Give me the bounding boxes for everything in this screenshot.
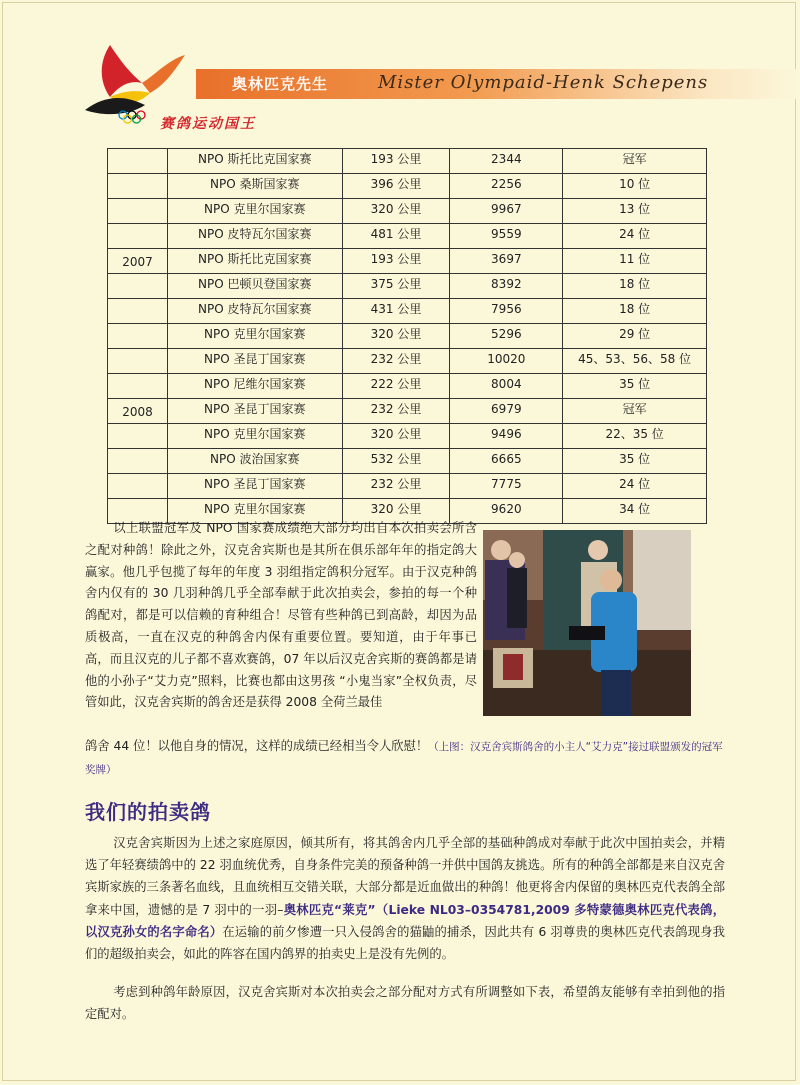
article-paragraph-3: [85, 981, 725, 1025]
table-cell-distance: 320 公里: [342, 324, 450, 349]
table-cell-birds: 8004: [450, 374, 563, 399]
table-cell-year: [108, 324, 168, 349]
table-cell-place: 11 位: [563, 249, 707, 274]
table-cell-distance: 481 公里: [342, 224, 450, 249]
table-cell-place: 18 位: [563, 274, 707, 299]
table-cell-birds: 9620: [450, 499, 563, 524]
table-row: [108, 149, 707, 174]
table-cell-birds: 8392: [450, 274, 563, 299]
table-cell-year: [108, 199, 168, 224]
table-cell-year: [108, 449, 168, 474]
table-row: [108, 449, 707, 474]
table-cell-birds: 9559: [450, 224, 563, 249]
table-cell-year: 2007: [108, 249, 168, 274]
table-cell-birds: 6665: [450, 449, 563, 474]
table-cell-place: 34 位: [563, 499, 707, 524]
table-cell-race: NPO 皮特瓦尔国家赛: [167, 224, 342, 249]
table-cell-birds: 2344: [450, 149, 563, 174]
article-paragraph-1-tail: [85, 736, 725, 782]
table-cell-distance: 232 公里: [342, 349, 450, 374]
table-cell-birds: 9496: [450, 424, 563, 449]
table-cell-place: 22、35 位: [563, 424, 707, 449]
table-cell-distance: 320 公里: [342, 199, 450, 224]
table-cell-race: NPO 斯托比克国家赛: [167, 249, 342, 274]
table-row: [108, 224, 707, 249]
table-row: [108, 399, 707, 424]
table-cell-race: NPO 皮特瓦尔国家赛: [167, 299, 342, 324]
table-cell-birds: 10020: [450, 349, 563, 374]
table-cell-race: NPO 克里尔国家赛: [167, 499, 342, 524]
paragraph-1-text: 以上联盟冠军及 NPO 国家赛成绩绝大部分均出自本次拍卖会所含之配对种鸽！除此之外，汉克舍宾斯也是其所在俱乐部年年的指定鸽大赢家。他几乎包揽了每年的年度 3 羽组指定鸽积分冠军。由于汉克种鸽舍内仅有的 30 几羽种鸽几乎全部奉献于此次拍卖会，参拍的每一个种鸽配对，都是可以信赖的育种组合！尽管有些种鸽已到高龄，却因为品质极高，一直在汉克的种鸽舍内保有重要位置。要知道，由于年事已高，而且汉克的儿子都不喜欢赛鸽，07 年以后汉克舍宾斯的赛鸽都是请他的小孙子“艾力克”照料，比赛也都由这男孩 “小鬼当家”全权负责，尽管如此，汉克舍宾斯的鸽舍还是获得 2008 全荷兰最佳: [85, 521, 477, 710]
table-cell-distance: 375 公里: [342, 274, 450, 299]
table-cell-place: 13 位: [563, 199, 707, 224]
table-cell-birds: 7956: [450, 299, 563, 324]
header-slogan: 赛鸽运动国王: [160, 116, 256, 132]
table-cell-place: 18 位: [563, 299, 707, 324]
award-photo: [483, 530, 691, 716]
table-cell-race: NPO 波治国家赛: [167, 449, 342, 474]
table-cell-race: NPO 圣昆丁国家赛: [167, 399, 342, 424]
table-cell-race: NPO 尼维尔国家赛: [167, 374, 342, 399]
table-cell-distance: 532 公里: [342, 449, 450, 474]
table-cell-year: [108, 299, 168, 324]
table-cell-race: NPO 巴顿贝登国家赛: [167, 274, 342, 299]
table-cell-distance: 320 公里: [342, 499, 450, 524]
table-cell-place: 冠军: [563, 399, 707, 424]
table-row: [108, 174, 707, 199]
article-paragraph-2: [85, 832, 725, 965]
table-cell-birds: 3697: [450, 249, 563, 274]
table-cell-distance: 193 公里: [342, 249, 450, 274]
paragraph-2-text-b: 在运输的前夕惨遭一只入侵鸽舍的猫鼬的捕杀，因此共有 6 羽尊贵的奥林匹克代表鸽现身我们的超级拍卖会，如此的阵容在国内鸽界的拍卖史上是没有先例的。: [85, 924, 725, 962]
table-cell-place: 24 位: [563, 474, 707, 499]
table-row: [108, 474, 707, 499]
table-cell-race: NPO 桑斯国家赛: [167, 174, 342, 199]
table-cell-distance: 320 公里: [342, 424, 450, 449]
header-title: 奥林匹克先生: [232, 75, 329, 93]
table-cell-race: NPO 斯托比克国家赛: [167, 149, 342, 174]
table-cell-distance: 232 公里: [342, 474, 450, 499]
table-cell-birds: 2256: [450, 174, 563, 199]
table-cell-year: [108, 224, 168, 249]
table-row: [108, 324, 707, 349]
paragraph-3-text: 考虑到种鸽年龄原因，汉克舍宾斯对本次拍卖会之部分配对方式有所调整如下表，希望鸽友能够有幸拍到他的指定配对。: [85, 985, 725, 1022]
section-title: 我们的拍卖鸽: [85, 800, 211, 824]
table-cell-place: 冠军: [563, 149, 707, 174]
paragraph-2-highlight: 奥林匹克“莱克”（Lieke NL03–0354781,2009 多特蒙德奥林匹克代表鸽，以汉克孙女的名字命名）: [85, 902, 726, 939]
article-paragraph-1: [85, 518, 477, 714]
table-row: [108, 299, 707, 324]
table-cell-distance: 222 公里: [342, 374, 450, 399]
table-cell-distance: 193 公里: [342, 149, 450, 174]
table-cell-birds: 7775: [450, 474, 563, 499]
header-subtitle: Mister Olympaid-Henk Schepens: [378, 72, 709, 93]
table-cell-race: NPO 圣昆丁国家赛: [167, 349, 342, 374]
table-cell-distance: 232 公里: [342, 399, 450, 424]
table-cell-place: 35 位: [563, 374, 707, 399]
table-cell-year: [108, 474, 168, 499]
table-cell-birds: 5296: [450, 324, 563, 349]
table-row: [108, 199, 707, 224]
table-cell-year: 2008: [108, 399, 168, 424]
table-cell-race: NPO 克里尔国家赛: [167, 424, 342, 449]
table-cell-place: 45、53、56、58 位: [563, 349, 707, 374]
table-cell-place: 24 位: [563, 224, 707, 249]
table-row: [108, 424, 707, 449]
table-cell-place: 29 位: [563, 324, 707, 349]
table-cell-distance: 431 公里: [342, 299, 450, 324]
table-cell-year: [108, 349, 168, 374]
table-cell-year: [108, 424, 168, 449]
table-cell-birds: 6979: [450, 399, 563, 424]
table-row: [108, 374, 707, 399]
table-cell-distance: 396 公里: [342, 174, 450, 199]
table-row: [108, 274, 707, 299]
paragraph-2-text-a: 汉克舍宾斯因为上述之家庭原因，倾其所有，将其鸽舍内几乎全部的基础种鸽成对奉献于此次中国拍卖会，并精选了年轻赛绩鸽中的 22 羽血统优秀，自身条件完美的预备种鸽一并供中国鸽友挑选。所有的种鸽全部都是来自汉克舍宾斯家族的三条著名血线，且血统相互交错关联，大部分都是近血做出的种鸽！他更将舍内保留的奥林匹克代表鸽全部拿来中国，遗憾的是 7 羽中的一羽–: [85, 836, 725, 917]
table-cell-year: [108, 149, 168, 174]
table-cell-place: 10 位: [563, 174, 707, 199]
table-cell-race: NPO 克里尔国家赛: [167, 199, 342, 224]
table-cell-year: [108, 174, 168, 199]
results-table: [107, 148, 707, 524]
table-cell-year: [108, 274, 168, 299]
table-cell-birds: 9967: [450, 199, 563, 224]
table-row: [108, 349, 707, 374]
paragraph-1-tail-text: 鸽舍 44 位！以他自身的情况，这样的成绩已经相当令人欣慰！: [85, 739, 429, 753]
table-row: [108, 249, 707, 274]
table-cell-race: NPO 圣昆丁国家赛: [167, 474, 342, 499]
table-cell-place: 35 位: [563, 449, 707, 474]
table-cell-year: [108, 374, 168, 399]
photo-caption: （上图：汉克舍宾斯鸽舍的小主人“艾力克”接过联盟颁发的冠军奖牌）: [85, 741, 723, 776]
table-cell-race: NPO 克里尔国家赛: [167, 324, 342, 349]
